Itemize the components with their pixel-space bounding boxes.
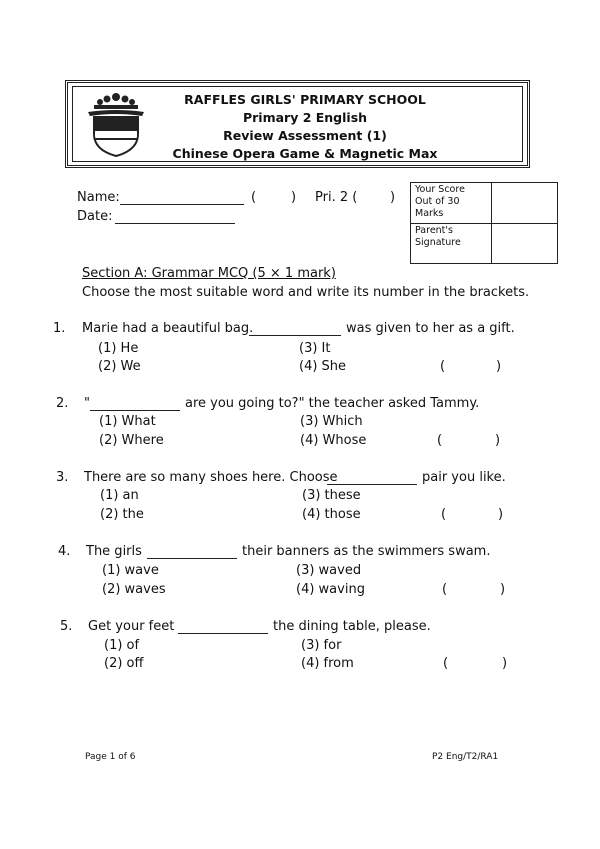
option: (4) those: [302, 507, 361, 522]
assessment-title: Review Assessment (1): [223, 128, 387, 143]
question-number: 4.: [58, 544, 71, 559]
question-text: Marie had a beautiful bag.: [82, 321, 254, 336]
answer-field[interactable]: [448, 357, 492, 375]
question-text: The girls: [86, 544, 142, 559]
signature-field[interactable]: [492, 224, 558, 264]
option: (2) Where: [99, 433, 164, 448]
section-instruction: Choose the most suitable word and write its number in the brackets.: [82, 285, 530, 300]
question-text: their banners as the swimmers swam.: [242, 544, 491, 559]
option: (4) from: [301, 656, 354, 671]
paper-code: P2 Eng/T2/RA1: [432, 752, 499, 762]
answer-bracket-open: (: [441, 507, 447, 522]
section-title: Section A: Grammar MCQ (5 × 1 mark): [82, 266, 336, 281]
class-label: Pri. 2 (: [315, 190, 358, 205]
subject-title: Primary 2 English: [242, 110, 368, 125]
answer-bracket-open: (: [440, 359, 446, 374]
question-text: ": [84, 396, 90, 411]
header-text: [150, 91, 460, 163]
answer-bracket-open: (: [442, 582, 448, 597]
answer-bracket-open: (: [437, 433, 443, 448]
school-crest-icon: [86, 90, 146, 158]
answer-bracket-close: ): [496, 359, 502, 374]
question-text: are you going to?" the teacher asked Tammy.: [185, 396, 480, 411]
score-box: [410, 182, 558, 264]
class-paren-close: ): [390, 190, 396, 205]
score-field[interactable]: [492, 183, 558, 223]
option: (4) She: [299, 359, 347, 374]
question-text: pair you like.: [422, 470, 506, 485]
date-field[interactable]: [115, 213, 235, 224]
answer-field[interactable]: [449, 505, 494, 523]
option: (1) What: [99, 414, 156, 429]
option: (1) an: [100, 488, 139, 503]
index-paren-open: (: [251, 190, 257, 205]
option: (2) waves: [102, 582, 166, 597]
question-text: There are so many shoes here. Choose: [84, 470, 338, 485]
signature-label: Parent's Signature: [415, 225, 461, 248]
page-number: Page 1 of 6: [85, 752, 136, 762]
answer-blank: [147, 548, 237, 559]
question-number: 3.: [56, 470, 69, 485]
school-name: RAFFLES GIRLS' PRIMARY SCHOOL: [184, 92, 426, 107]
answer-bracket-close: ): [495, 433, 501, 448]
option: (2) off: [104, 656, 144, 671]
option: (1) wave: [102, 563, 159, 578]
answer-bracket-close: ): [502, 656, 508, 671]
question-text: was given to her as a gift.: [346, 321, 515, 336]
answer-blank: [249, 325, 341, 336]
option: (1) He: [98, 341, 139, 356]
option: (3) Which: [300, 414, 363, 429]
topic-title: Chinese Opera Game & Magnetic Max: [172, 146, 438, 161]
answer-blank: [327, 474, 417, 485]
question-number: 1.: [53, 321, 66, 336]
answer-bracket-close: ): [498, 507, 504, 522]
answer-field[interactable]: [450, 580, 496, 598]
option: (1) of: [104, 638, 140, 653]
option: (3) these: [302, 488, 361, 503]
option: (2) the: [100, 507, 144, 522]
answer-field[interactable]: [445, 431, 491, 449]
option: (3) It: [299, 341, 331, 356]
answer-blank: [178, 623, 268, 634]
date-label: Date:: [77, 209, 113, 224]
option: (3) for: [301, 638, 342, 653]
score-label: Your Score Out of 30 Marks: [415, 184, 465, 219]
question-text: the dining table, please.: [273, 619, 431, 634]
answer-field[interactable]: [451, 654, 498, 672]
answer-blank: [90, 400, 180, 411]
option: (2) We: [98, 359, 141, 374]
name-field[interactable]: [120, 194, 244, 205]
question-text: Get your feet: [88, 619, 175, 634]
option: (4) Whose: [300, 433, 367, 448]
answer-bracket-close: ): [500, 582, 506, 597]
option: (3) waved: [296, 563, 362, 578]
index-paren-close: ): [291, 190, 297, 205]
name-label: Name:: [77, 190, 120, 205]
question-number: 5.: [60, 619, 73, 634]
option: (4) waving: [296, 582, 365, 597]
answer-bracket-open: (: [443, 656, 449, 671]
question-number: 2.: [56, 396, 69, 411]
